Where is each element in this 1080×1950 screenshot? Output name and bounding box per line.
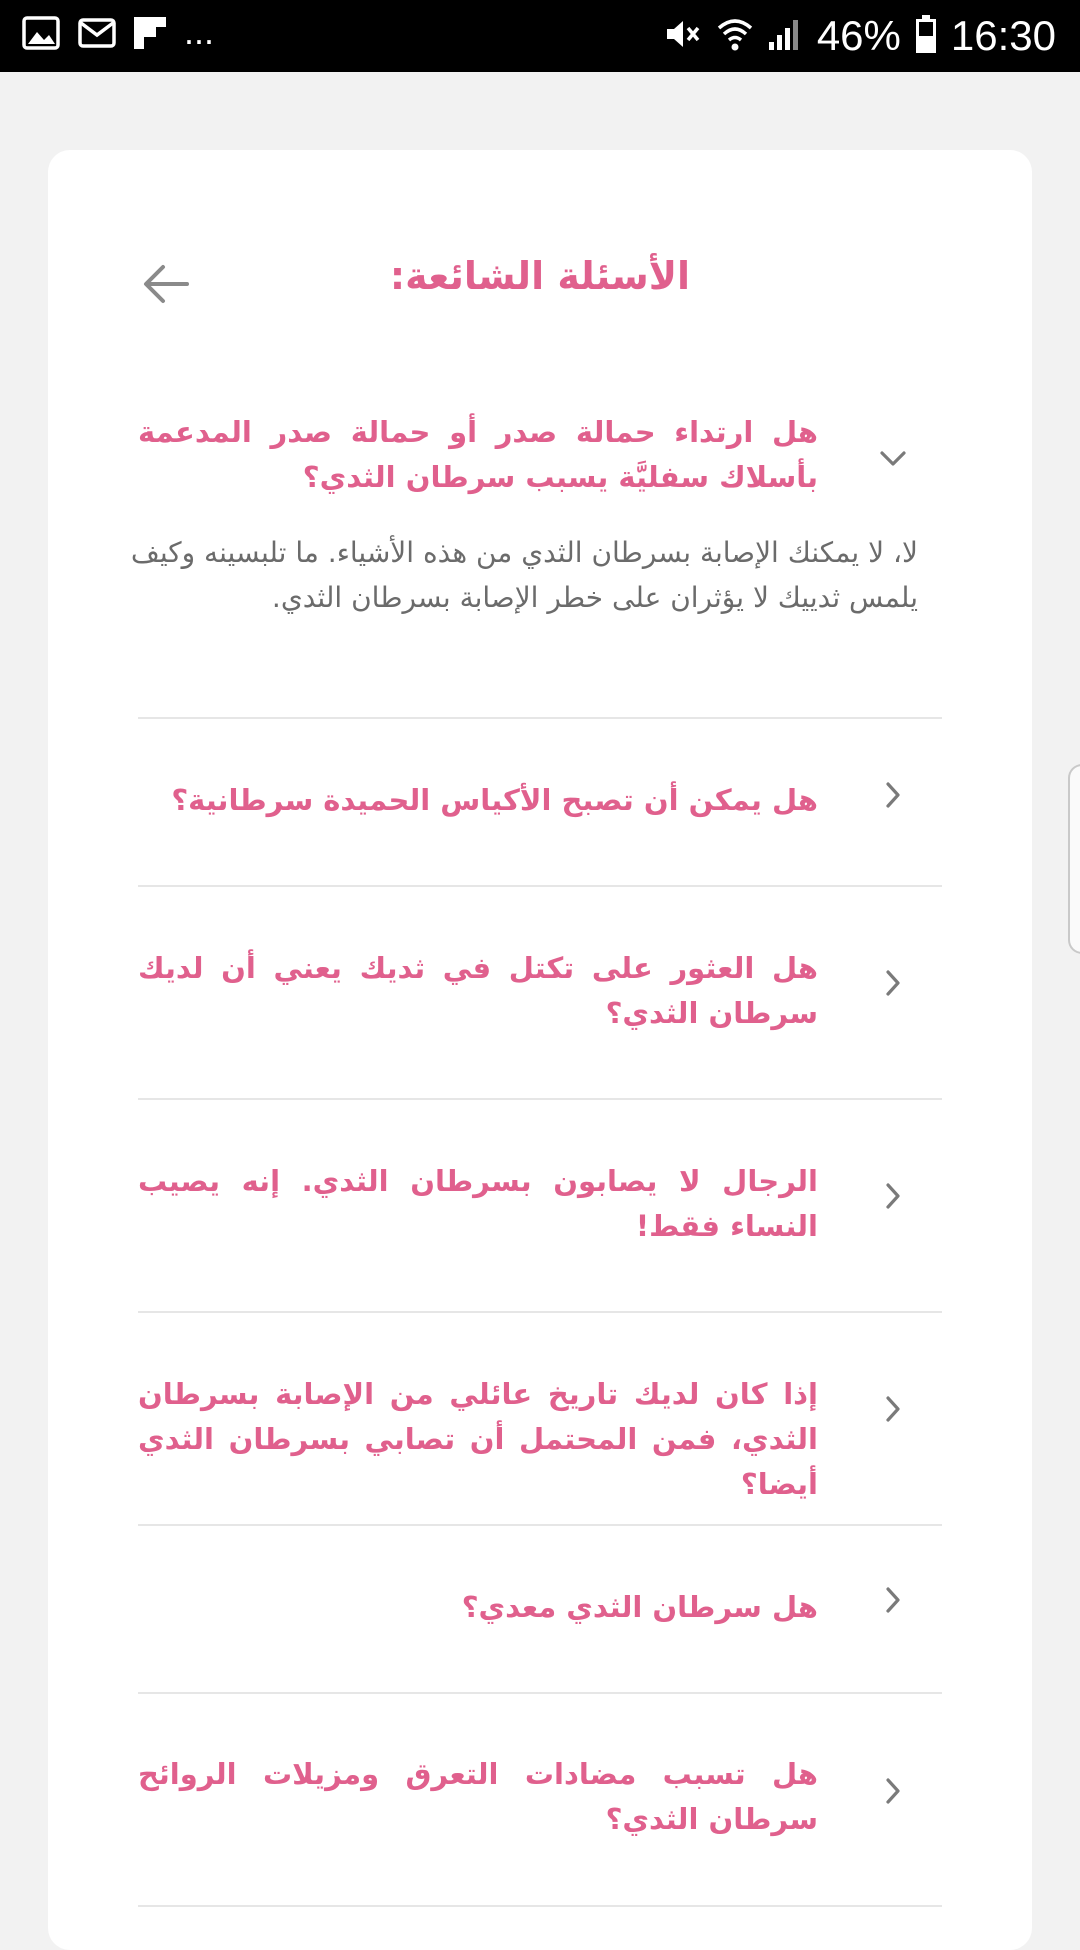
chevron-down-icon[interactable] [878,444,908,474]
divider [138,1098,942,1100]
wifi-icon [717,14,753,58]
battery-percentage: 46% [816,12,901,59]
signal-icon [767,16,803,56]
divider [138,717,942,719]
faq-item[interactable] [138,1752,942,1844]
page-title: الأسئلة الشائعة: [389,254,691,298]
divider [138,1524,942,1526]
faq-item[interactable] [138,778,942,826]
chevron-right-icon[interactable] [878,780,908,810]
faq-answer: لا، لا يمكنك الإصابة بسرطان الثدي من هذه الأشياء. ما تلبسينه وكيف يلمس ثدييك لا يؤثران على خطر الإصابة بسرطان الثدي. [130,536,918,614]
gmail-icon [78,18,116,52]
faq-item[interactable] [138,1585,942,1633]
chevron-right-icon[interactable] [878,1585,908,1615]
chevron-right-icon[interactable] [878,968,908,998]
arrow-left-icon [141,262,191,310]
chevron-right-icon[interactable] [878,1776,908,1806]
battery-icon [915,14,937,58]
faq-item[interactable] [138,946,942,1038]
faq-question[interactable]: إذا كان لديك تاريخ عائلي من الإصابة بسرطان الثدي، فمن المحتمل أن تصابي بسرطان الثدي أيضا؟ [138,1377,818,1501]
clock: 16:30 [950,12,1056,59]
faq-question[interactable]: هل العثور على تكتل في ثديك يعني أن لديك سرطان الثدي؟ [138,951,818,1030]
chevron-right-icon[interactable] [878,1181,908,1211]
faq-question[interactable]: هل تسبب مضادات التعرق ومزيلات الروائح سرطان الثدي؟ [138,1757,818,1836]
status-bar [0,0,1080,72]
mute-icon [663,14,703,58]
chevron-right-icon[interactable] [878,1394,908,1424]
divider [138,1311,942,1313]
faq-item[interactable] [138,1372,942,1501]
back-button[interactable] [136,258,196,314]
faq-question[interactable]: هل سرطان الثدي معدي؟ [461,1590,818,1624]
more-notifications-indicator: ... [184,11,215,52]
flipboard-icon [134,17,166,53]
divider [138,1692,942,1694]
divider [138,1905,942,1907]
faq-item[interactable] [130,410,942,630]
faq-item[interactable] [138,1159,942,1251]
faq-question[interactable]: هل ارتداء حمالة صدر أو حمالة صدر المدعمة بأسلاك سفليَّة يسبب سرطان الثدي؟ [138,415,818,494]
faq-question[interactable]: الرجال لا يصابون بسرطان الثدي. إنه يصيب النساء فقط! [138,1164,818,1243]
divider [138,885,942,887]
edge-panel-handle[interactable] [1068,764,1080,954]
gallery-icon [22,16,60,54]
faq-question[interactable]: هل يمكن أن تصبح الأكياس الحميدة سرطانية؟ [171,783,818,817]
